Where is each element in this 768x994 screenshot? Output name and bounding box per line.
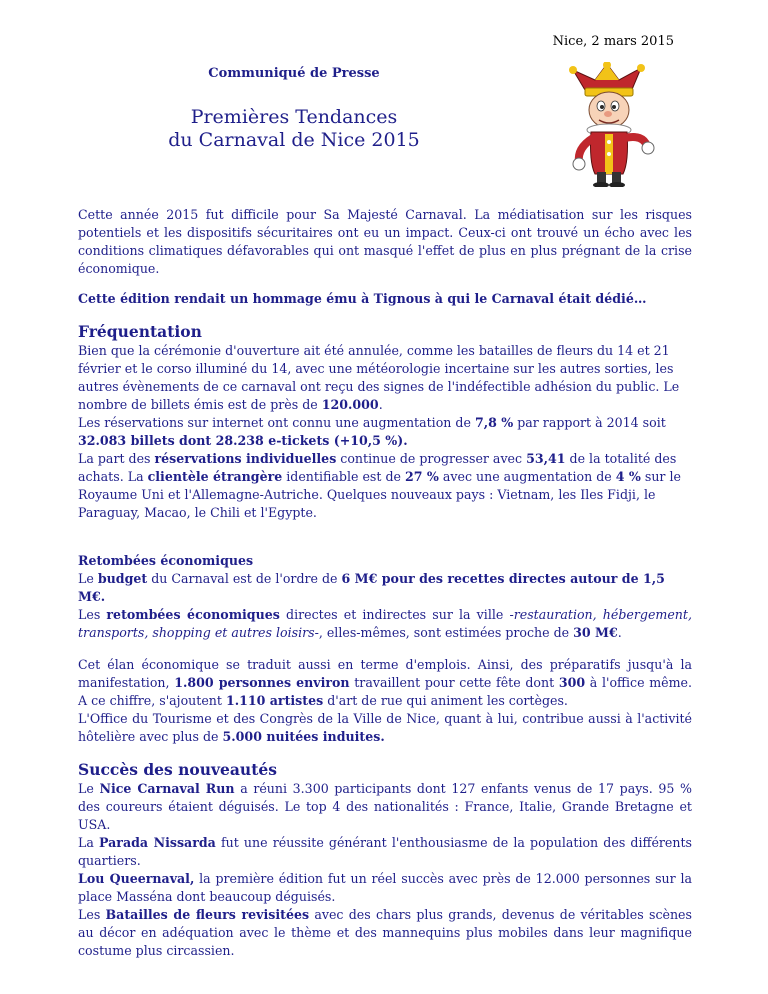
- retombees-heading: Retombées économiques: [78, 553, 254, 568]
- tribute-paragraph: [78, 290, 692, 308]
- batailles-paragraph: Les Batailles de fleurs revisitées avec des chars plus grands, devenus de véritables scènes au décor en adéquation avec le thème et des mannequins plus mobiles dans leur magnifique costume plus circassien.: [78, 907, 692, 958]
- retombees-budget-line: Le budget du Carnaval est de l'ordre de 6 M€ pour des recettes directes autour de 1,5 M€.: [78, 571, 665, 604]
- succes-heading: Succès des nouveautés: [78, 760, 277, 779]
- carnaval-run-paragraph: Le Nice Carnaval Run a réuni 3.300 participants dont 127 enfants venus de 17 pays. 95 % des coureurs étaient déguisés. Le top 4 des nationalités : France, Italie, Grande Bretagne et USA.: [78, 781, 692, 832]
- intro-paragraph: Cette année 2015 fut difficile pour Sa Majesté Carnaval. La médiatisation sur les risques potentiels et les dispositifs sécuritaires ont eu un impact. Ceux-ci ont trouvé un écho avec les conditions climatiques défavorables qui ont masqué l'effet de plus en plus prégnant de la crise économique.: [78, 207, 692, 276]
- carnival-king-mascot-icon: [555, 62, 670, 187]
- press-release-label: Communiqué de Presse: [208, 66, 380, 81]
- document-body: [78, 206, 692, 960]
- document-date: Nice, 2 mars 2015: [552, 34, 674, 49]
- tribute-text: Cette édition rendait un hommage ému à Tignous à qui le Carnaval était dédié…: [78, 291, 647, 306]
- document-title: [0, 106, 588, 152]
- title-line-2: du Carnaval de Nice 2015: [168, 129, 420, 151]
- parada-paragraph: La Parada Nissarda fut une réussite générant l'enthousiasme de la population des différents quartiers.: [78, 835, 693, 868]
- emplois-paragraph: Cet élan économique se traduit aussi en terme d'emplois. Ainsi, des préparatifs jusqu'à la manifestation, 1.800 personnes environ travaillent pour cette fête dont 300 à l'office même. A ce chiffre, s'ajoutent 1.110 artistes d'art de rue qui animent les cortèges.: [78, 657, 692, 708]
- office-tourisme-paragraph: L'Office du Tourisme et des Congrès de la Ville de Nice, quant à lui, contribue aussi à l'activité hôtelière avec plus de 5.000 nuitées induites.: [78, 711, 692, 744]
- frequentation-paragraph-2: Les réservations sur internet ont connu une augmentation de 7,8 % par rapport à 2014 soit 32.083 billets dont 28.238 e-tickets (+10,5 %).: [78, 415, 666, 448]
- queernaval-paragraph: Lou Queernaval, la première édition fut un réel succès avec près de 12.000 personnes sur la place Masséna dont beaucoup déguisés.: [78, 871, 692, 904]
- frequentation-paragraph-1: Bien que la cérémonie d'ouverture ait été annulée, comme les batailles de fleurs du 14 et 21 février et le corso illuminé du 14, avec une météorologie incertaine sur les autres sorties, les autres évènements de ce carnaval ont reçu des signes de l'indéfectible adhésion du public. Le nombre de billets émis est de près de 120.000.: [78, 343, 680, 412]
- frequentation-paragraph-3: La part des réservations individuelles continue de progresser avec 53,41 de la totalité des achats. La clientèle étrangère identifiable est de 27 % avec une augmentation de 4 % sur le Royaume Uni et l'Allemagne-Autriche. Quelques nouveaux pays : Vietnam, les Iles Fidji, le Paraguay, Macao, le Chili et l'Egypte.: [78, 451, 681, 520]
- frequentation-heading: Fréquentation: [78, 322, 202, 341]
- title-line-1: Premières Tendances: [190, 106, 398, 128]
- retombees-impact-line: Les retombées économiques directes et indirectes sur la ville -restauration, hébergement, transports, shopping et autres loisirs-, elles-mêmes, sont estimées proche de 30 M€.: [78, 607, 692, 640]
